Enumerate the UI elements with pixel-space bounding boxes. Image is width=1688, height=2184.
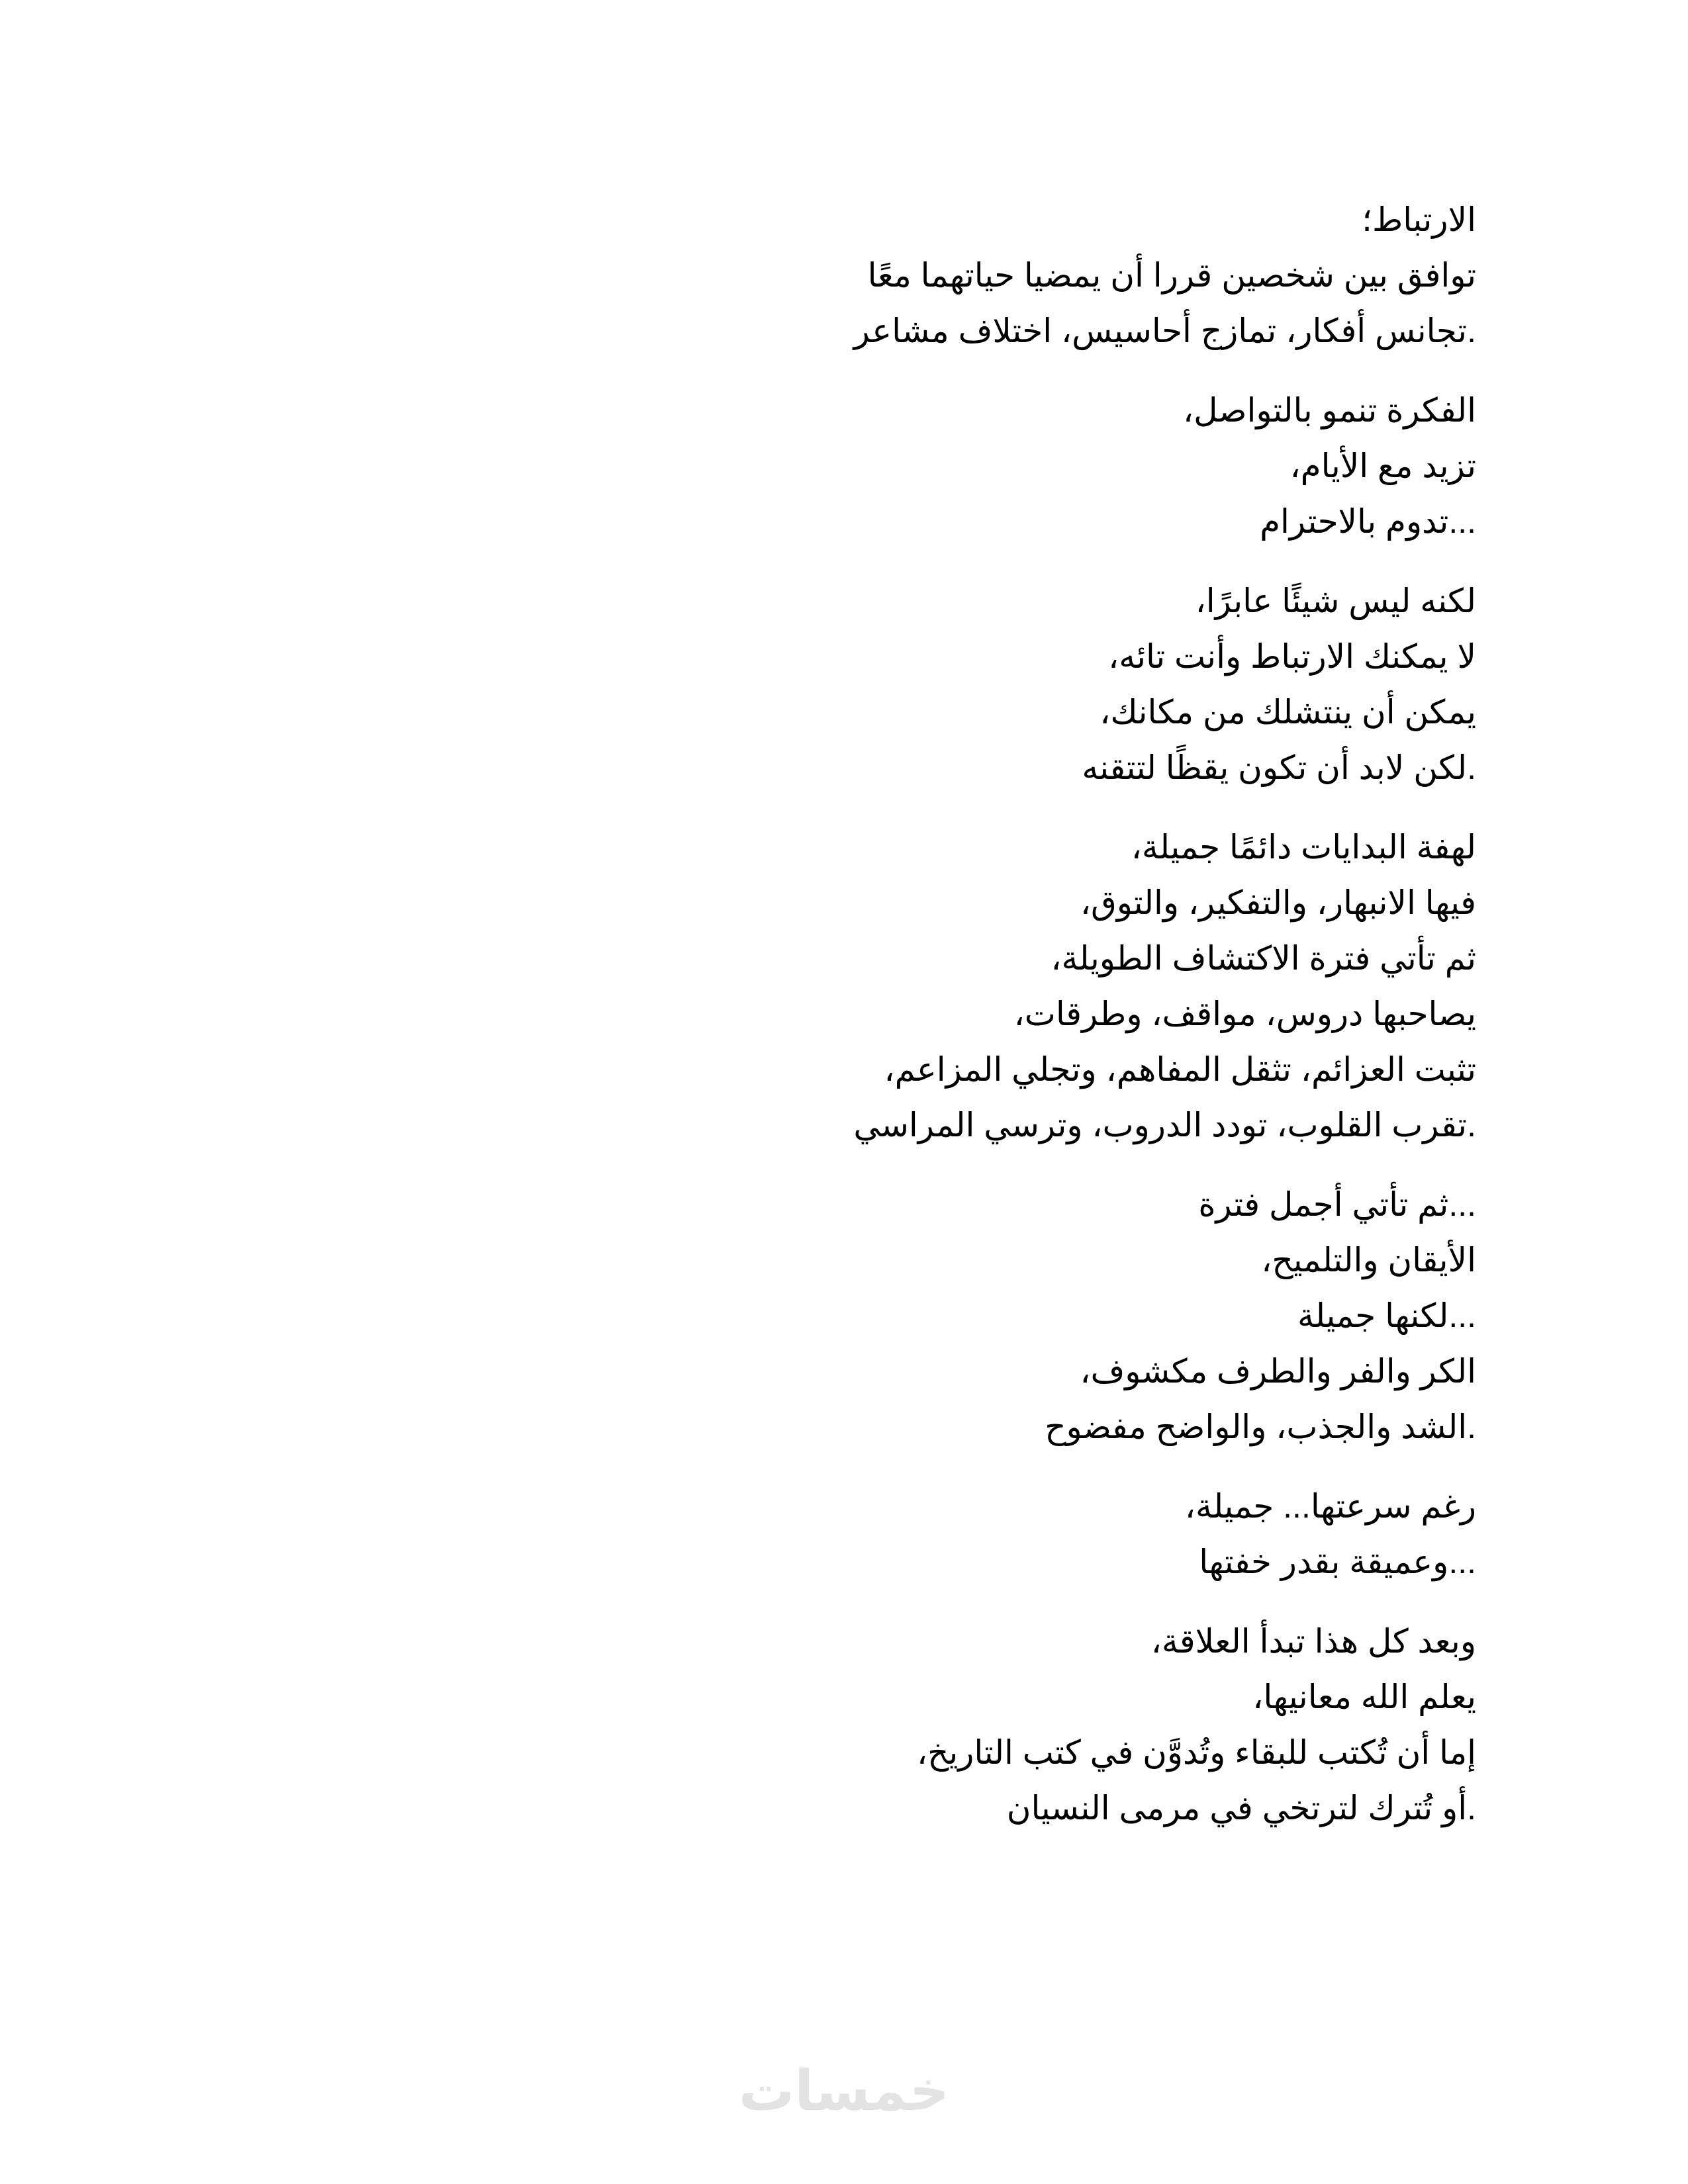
poem-line: وبعد كل هذا تبدأ العلاقة، bbox=[1150, 1623, 1476, 1660]
stanza-3 bbox=[483, 573, 1476, 796]
poem-line: لكنه ليس شيئًا عابرًا، bbox=[1195, 582, 1476, 619]
stanza-6 bbox=[483, 1479, 1476, 1590]
poem-line: .تقرب القلوب، تودد الدروب، وترسي المراسي bbox=[853, 1107, 1476, 1144]
khamsat-watermark: خمسات bbox=[738, 2060, 950, 2122]
poem-line: الارتباط؛ bbox=[1362, 201, 1476, 238]
poem-line: يمكن أن ينتشلك من مكانك، bbox=[1100, 694, 1476, 731]
poem-line: توافق بين شخصين قررا أن يمضيا حياتهما معًا bbox=[867, 257, 1476, 294]
poem-line: ...ثم تأتي أجمل فترة bbox=[1198, 1186, 1476, 1223]
poem-line: يعلم الله معانيها، bbox=[1252, 1678, 1476, 1715]
poem-line: ...لكنها جميلة bbox=[1297, 1297, 1476, 1334]
poem-line: إما أن تُكتب للبقاء وتُدوَّن في كتب التاريخ، bbox=[916, 1734, 1476, 1771]
poem-line: .الشد والجذب، والواضح مفضوح bbox=[1045, 1408, 1476, 1445]
poem-line: ...وعميقة بقدر خفتها bbox=[1199, 1543, 1476, 1580]
stanza-7 bbox=[483, 1614, 1476, 1836]
stanza-2 bbox=[483, 383, 1476, 549]
poem-line: الفكرة تنمو بالتواصل، bbox=[1183, 392, 1476, 429]
poem-line: الكر والفر والطرف مكشوف، bbox=[1080, 1353, 1476, 1390]
poem-line: .لكن لابد أن تكون يقظًا لتتقنه bbox=[1082, 749, 1476, 786]
poem-line: فيها الانبهار، والتفكير، والتوق، bbox=[1080, 884, 1476, 921]
stanza-5 bbox=[483, 1177, 1476, 1455]
poem-line: لا يمكنك الارتباط وأنت تائه، bbox=[1108, 638, 1476, 675]
stanza-4 bbox=[483, 819, 1476, 1153]
poem-line: ثم تأتي فترة الاكتشاف الطويلة، bbox=[1051, 940, 1476, 977]
poem-line: الأيقان والتلميح، bbox=[1261, 1242, 1476, 1279]
poem-line: ...تدوم بالاحترام bbox=[1260, 503, 1476, 540]
poem-line: لهفة البدايات دائمًا جميلة، bbox=[1131, 829, 1476, 866]
poem-line: يصاحبها دروس، مواقف، وطرقات، bbox=[1013, 995, 1476, 1032]
poem-body bbox=[483, 192, 1476, 1860]
poem-line: .تجانس أفكار، تمازج أحاسيس، اختلاف مشاعر bbox=[853, 312, 1476, 349]
poem-line: تثبت العزائم، تثقل المفاهم، وتجلي المزاعم، bbox=[884, 1051, 1476, 1088]
poem-line: رغم سرعتها... جميلة، bbox=[1184, 1488, 1476, 1525]
poem-line: .أو تُترك لترتخي في مرمى النسيان bbox=[1006, 1790, 1476, 1827]
poem-line: تزيد مع الأيام، bbox=[1289, 447, 1476, 484]
stanza-1 bbox=[483, 192, 1476, 359]
